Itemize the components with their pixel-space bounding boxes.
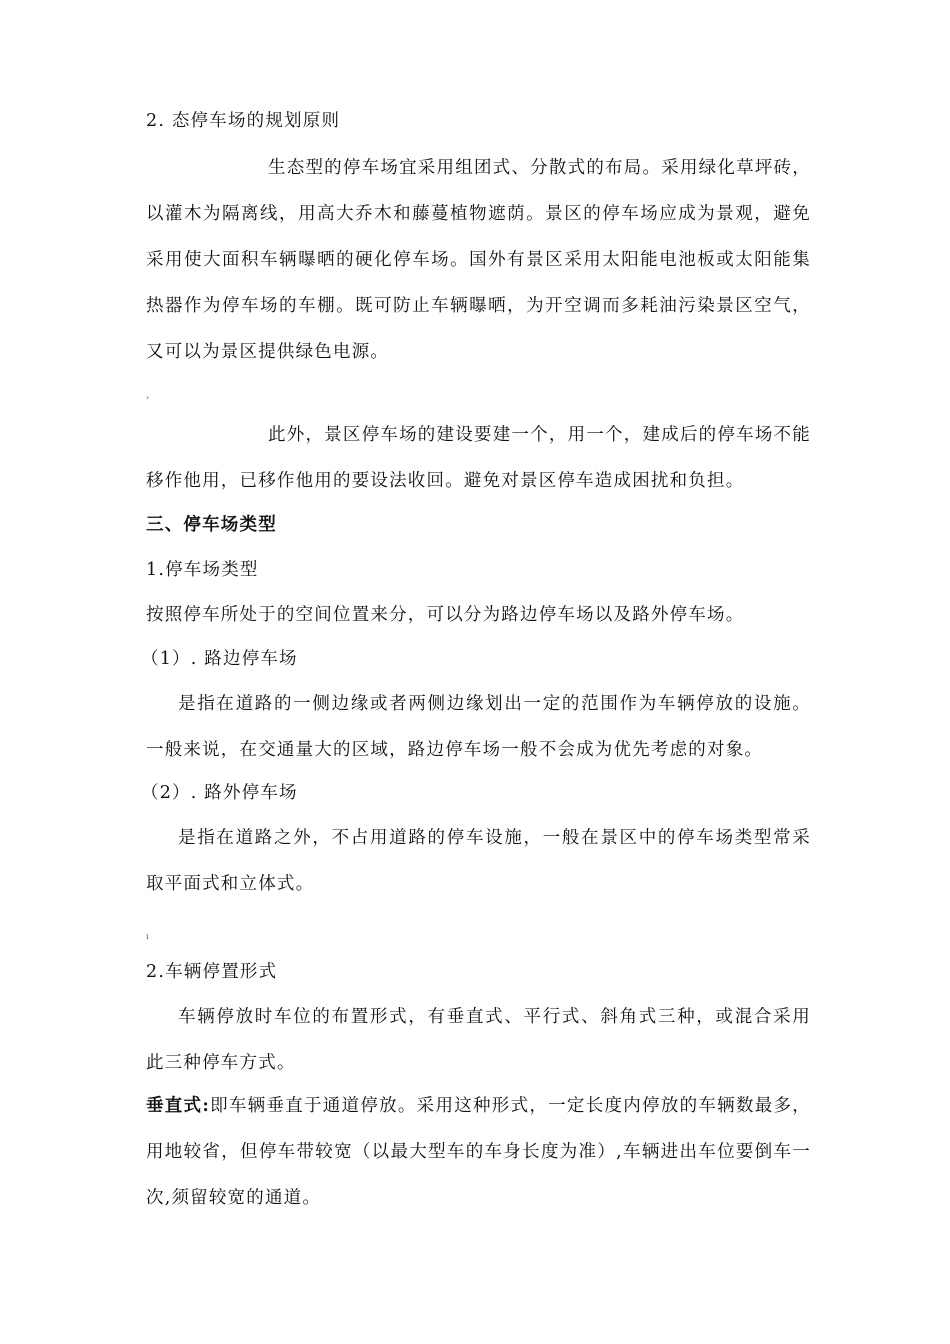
paragraph-offroad: 是指在道路之外，不占用道路的停车设施，一般在景区中的停车场类型常采取平面式和立体式。 xyxy=(146,828,811,894)
item-title-roadside: （1）. 路边停车场 xyxy=(141,649,298,669)
section-title-parking-types: 三、停车场类型 xyxy=(146,515,277,535)
stray-mark: › xyxy=(146,393,150,402)
vertical-text: 即车辆垂直于通道停放。采用这种形式，一定长度内停放的车辆数最多，用地较省，但停车带较宽（以最大型车的车身长度为准）,车辆进出车位要倒车一次,须留较宽的通道。 xyxy=(146,1096,811,1208)
paragraph-parking-forms: 车辆停放时车位的布置形式，有垂直式、平行式、斜角式三种，或混合采用此三种停车方式。 xyxy=(146,1007,811,1073)
stray-mark: ı xyxy=(146,932,149,941)
vertical-label: 垂直式: xyxy=(146,1096,211,1116)
item-title-offroad: （2）. 路外停车场 xyxy=(141,783,298,803)
heading-planning-principle: 2. 态停车场的规划原则 xyxy=(146,111,341,131)
paragraph-classification: 按照停车所处于的空间位置来分，可以分为路边停车场以及路外停车场。 xyxy=(146,605,745,625)
paragraph-eco-parking: 生态型的停车场宜采用组团式、分散式的布局。采用绿化草坪砖，以灌木为隔离线，用高大乔木和藤蔓植物遮荫。景区的停车场应成为景观，避免采用使大面积车辆曝晒的硬化停车场。国外有景区采用太阳能电池板或太阳能集热器作为停车场的车棚。既可防止车辆曝晒，为开空调而多耗油污染景区空气，又可以为景区提供绿色电源。 xyxy=(146,158,811,362)
paragraph-besides: 此外，景区停车场的建设要建一个，用一个，建成后的停车场不能移作他用，已移作他用的要设法收回。避免对景区停车造成困扰和负担。 xyxy=(146,425,811,491)
paragraph-roadside: 是指在道路的一侧边缘或者两侧边缘划出一定的范围作为车辆停放的设施。一般来说，在交通量大的区域，路边停车场一般不会成为优先考虑的对象。 xyxy=(146,694,811,760)
subsection-title-parking-forms: 2.车辆停置形式 xyxy=(146,962,278,982)
paragraph-vertical xyxy=(146,1083,811,1221)
subsection-title-parking-types: 1.停车场类型 xyxy=(146,560,259,580)
